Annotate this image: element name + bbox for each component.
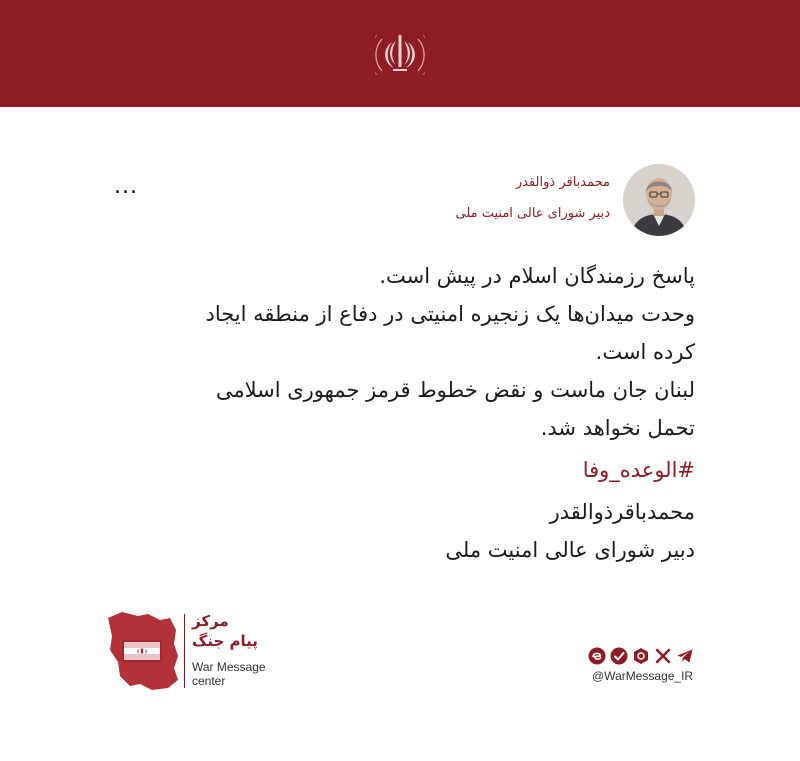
- post-line: کرده است.: [595, 340, 695, 364]
- post-body: [100, 257, 695, 447]
- brand-name-en-line1: War Message: [192, 660, 266, 674]
- author-avatar: [623, 164, 695, 236]
- post-line: لبنان جان ماست و نقض خطوط قرمز جمهوری اسلامی: [215, 378, 695, 402]
- post-line: وحدت میدان‌ها یک زنجیره امنیتی در دفاع از منطقه ایجاد: [205, 302, 695, 326]
- author-photo: [623, 164, 695, 236]
- eitaa-icon[interactable]: [588, 647, 606, 665]
- social-handle[interactable]: @WarMessage_IR: [592, 669, 694, 683]
- x-icon[interactable]: [654, 647, 672, 665]
- brand-name-fa-line1: مرکز: [192, 612, 229, 630]
- post-line: پاسخ رزمندگان اسلام در پیش است.: [379, 264, 695, 288]
- header-banner: [0, 0, 800, 107]
- social-icons: [588, 646, 694, 666]
- signature-name: محمدباقرذوالقدر: [549, 500, 695, 524]
- check-icon[interactable]: [610, 647, 628, 665]
- telegram-icon[interactable]: [676, 647, 694, 665]
- hashtag-link[interactable]: #الوعده_وفا: [582, 458, 695, 482]
- brand-name-en-line2: center: [192, 674, 226, 688]
- iran-map-logo-icon: [104, 610, 180, 692]
- author-name[interactable]: محمدباقر ذوالقدر: [515, 175, 610, 190]
- logo-divider: [184, 614, 185, 688]
- post-line: تحمل نخواهد شد.: [540, 416, 695, 440]
- iran-emblem-icon: [375, 25, 425, 85]
- more-options-button[interactable]: ...: [114, 174, 138, 199]
- rubika-icon[interactable]: [632, 647, 650, 665]
- signature-title: دبیر شورای عالی امنیت ملی: [445, 538, 695, 562]
- author-title: دبیر شورای عالی امنیت ملی: [455, 206, 610, 221]
- brand-name-fa-line2: پیام جنگ: [192, 632, 258, 650]
